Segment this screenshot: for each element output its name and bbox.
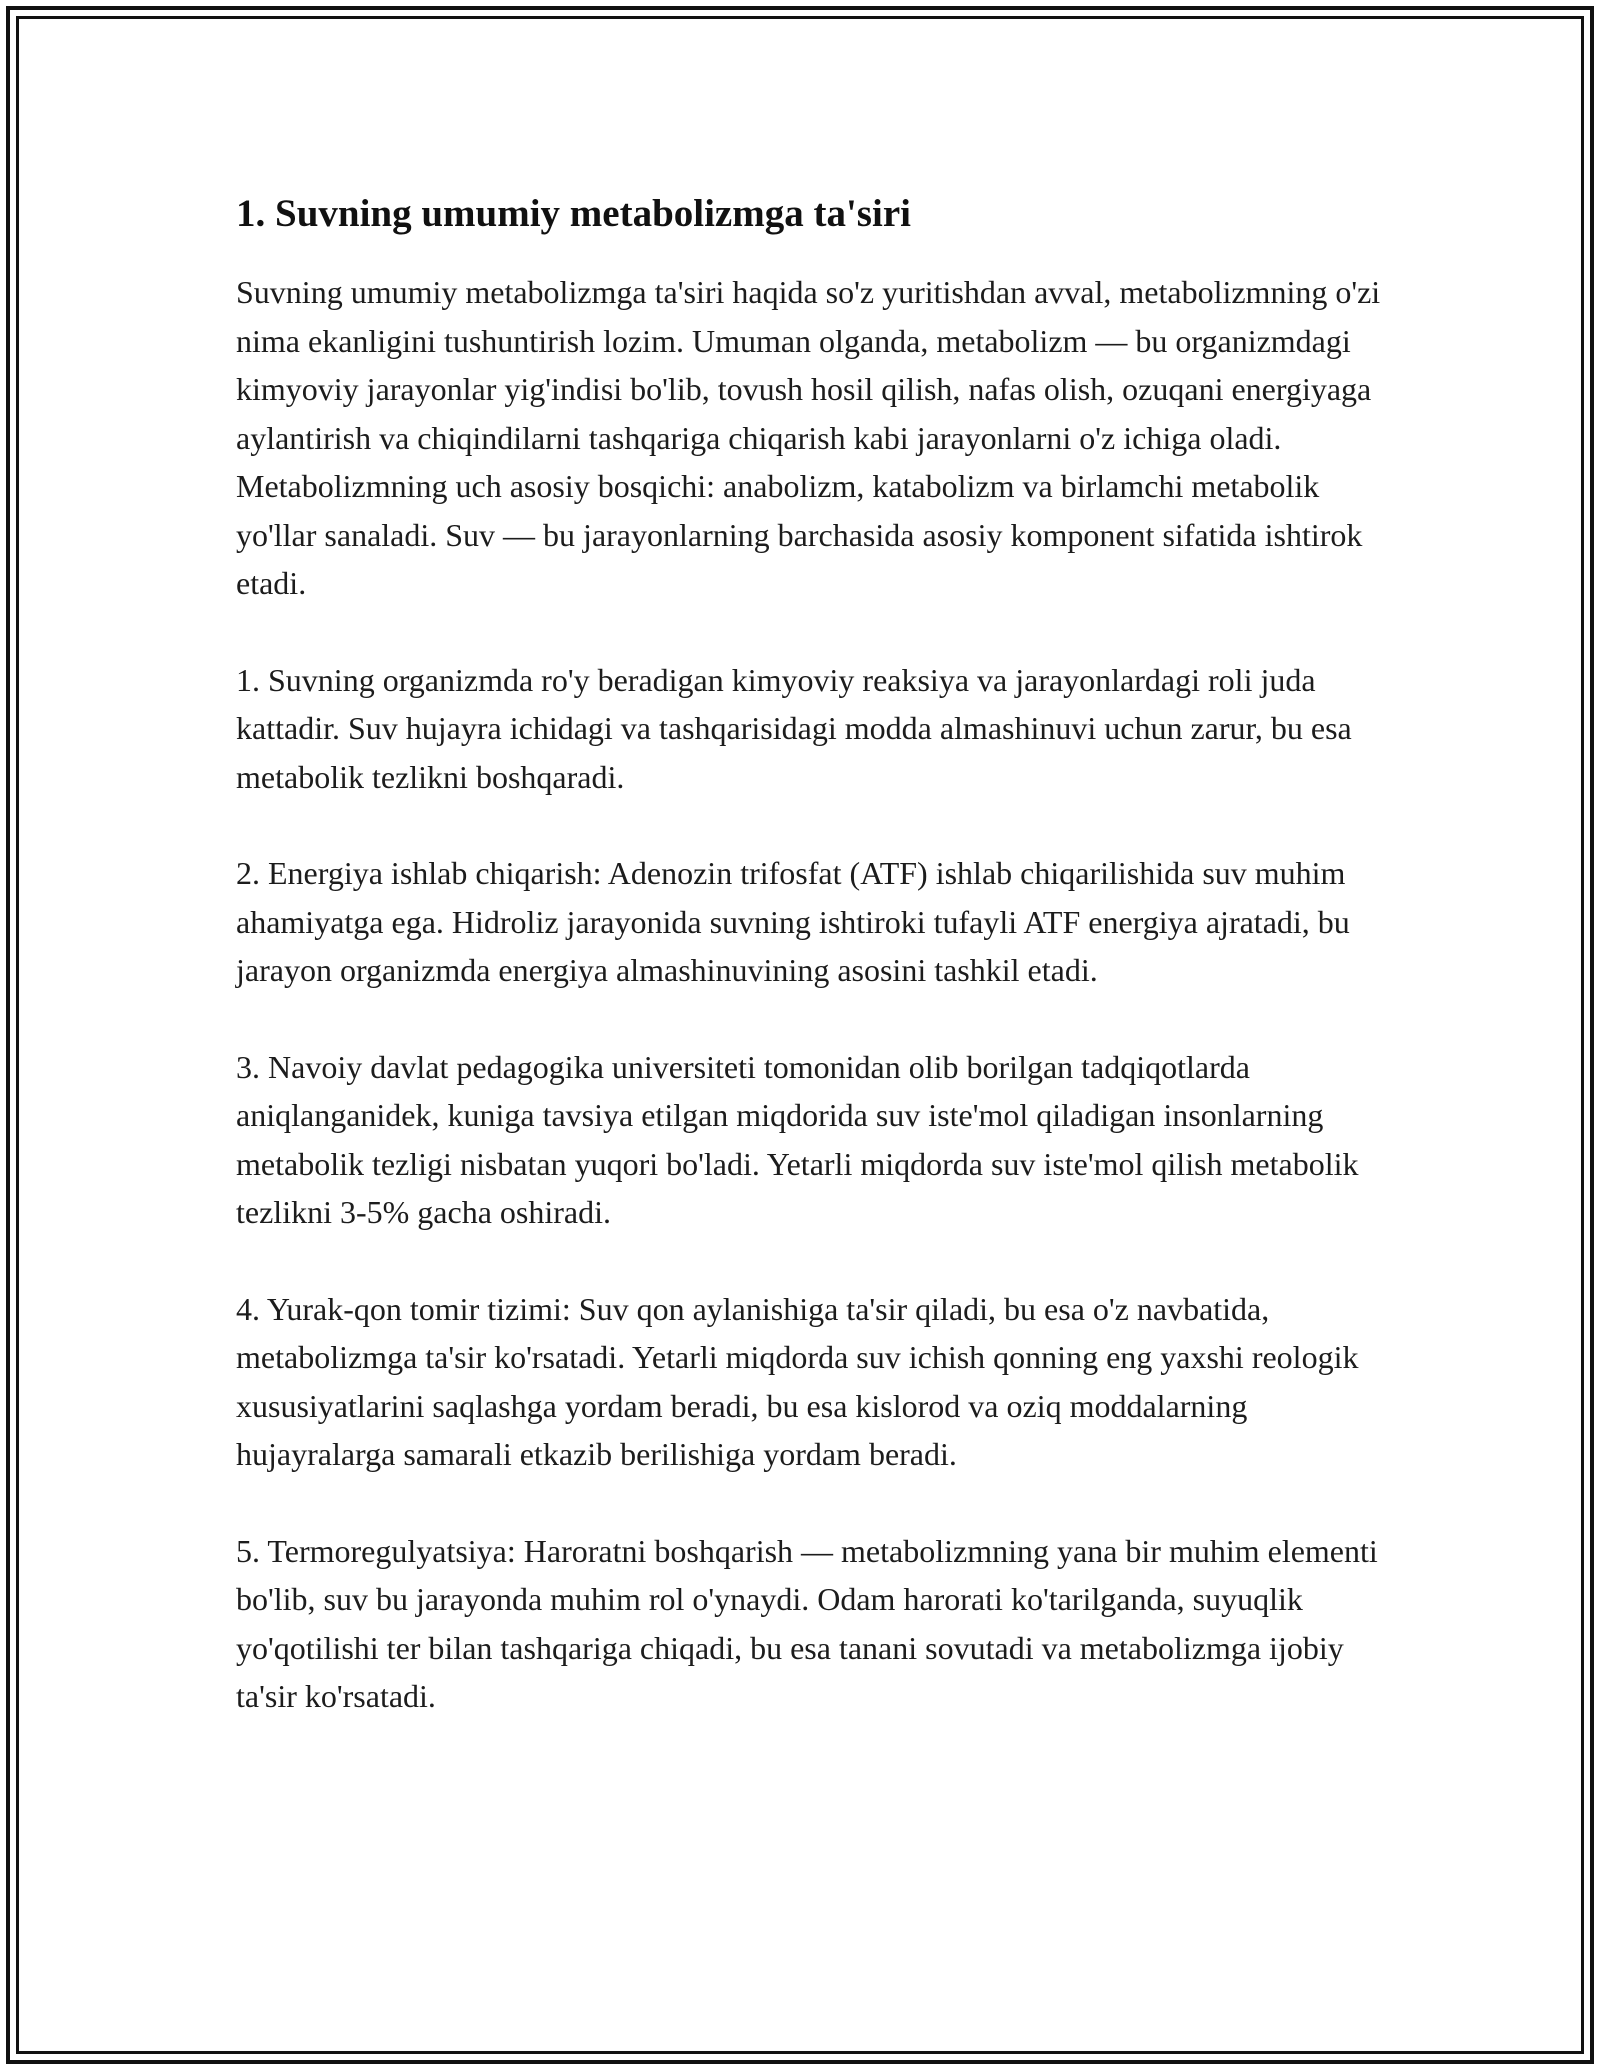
point-3-paragraph: 3. Navoiy davlat pedagogika universiteti tomonidan olib borilgan tadqiqotlarda aniqlanganidek, kuniga tavsiya etilgan miqdorida suv iste'mol qiladigan insonlarning metabolik tezligi nisbatan yuqori bo'ladi. Yetarli miqdorda suv iste'mol qilish metabolik tezlikni 3-5% gacha oshiradi. bbox=[236, 1048, 1359, 1230]
point-5-paragraph: 5. Termoregulyatsiya: Haroratni boshqarish — metabolizmning yana bir muhim elementi bo'lib, suv bu jarayonda muhim rol o'ynaydi. Odam harorati ko'tarilganda, suyuqlik yo'qotilishi ter bilan tashqariga chiqadi, bu esa tanani sovutadi va metabolizmga ijobiy ta'sir ko'rsatadi. bbox=[236, 1532, 1378, 1714]
section-heading: 1. Suvning umumiy metabolizmga ta'siri bbox=[236, 192, 911, 235]
point-2-paragraph: 2. Energiya ishlab chiqarish: Adenozin trifosfat (ATF) ishlab chiqarilishida suv muhim ahamiyatga ega. Hidroliz jarayonida suvning ishtiroki tufayli ATF energiya ajratadi, bu jarayon organizmda energiya almashinuvining asosini tashkil etadi. bbox=[236, 855, 1350, 988]
point-4-paragraph: 4. Yurak-qon tomir tizimi: Suv qon aylanishiga ta'sir qiladi, bu esa o'z navbatida, metabolizmga ta'sir ko'rsatadi. Yetarli miqdorda suv ichish qonning eng yaxshi reologik xususiyatlarini saqlashga yordam beradi, bu esa kislorod va oziq moddalarning hujayralarga samarali etkazib berilishiga yordam beradi. bbox=[236, 1290, 1359, 1472]
intro-paragraph: Suvning umumiy metabolizmga ta'siri haqida so'z yuritishdan avval, metabolizmning o'zi nima ekanligini tushuntirish lozim. Umuman olganda, metabolizm — bu organizmdagi kimyoviy jarayonlar yig'indisi bo'lib, tovush hosil qilish, nafas olish, ozuqani energiyaga aylantirish va chiqindilarni tashqariga chiqarish kabi jarayonlarni o'z ichiga oladi. Metabolizmning uch asosiy bosqichi: anabolizm, katabolizm va birlamchi metabolik yo'llar sanaladi. Suv — bu jarayonlarning barchasida asosiy komponent sifatida ishtirok etadi. bbox=[236, 274, 1381, 601]
document-body bbox=[236, 188, 1386, 1721]
point-1-paragraph: 1. Suvning organizmda ro'y beradigan kimyoviy reaksiya va jarayonlardagi roli juda kattadir. Suv hujayra ichidagi va tashqarisidagi modda almashinuvi uchun zarur, bu esa metabolik tezlikni boshqaradi. bbox=[236, 661, 1352, 795]
